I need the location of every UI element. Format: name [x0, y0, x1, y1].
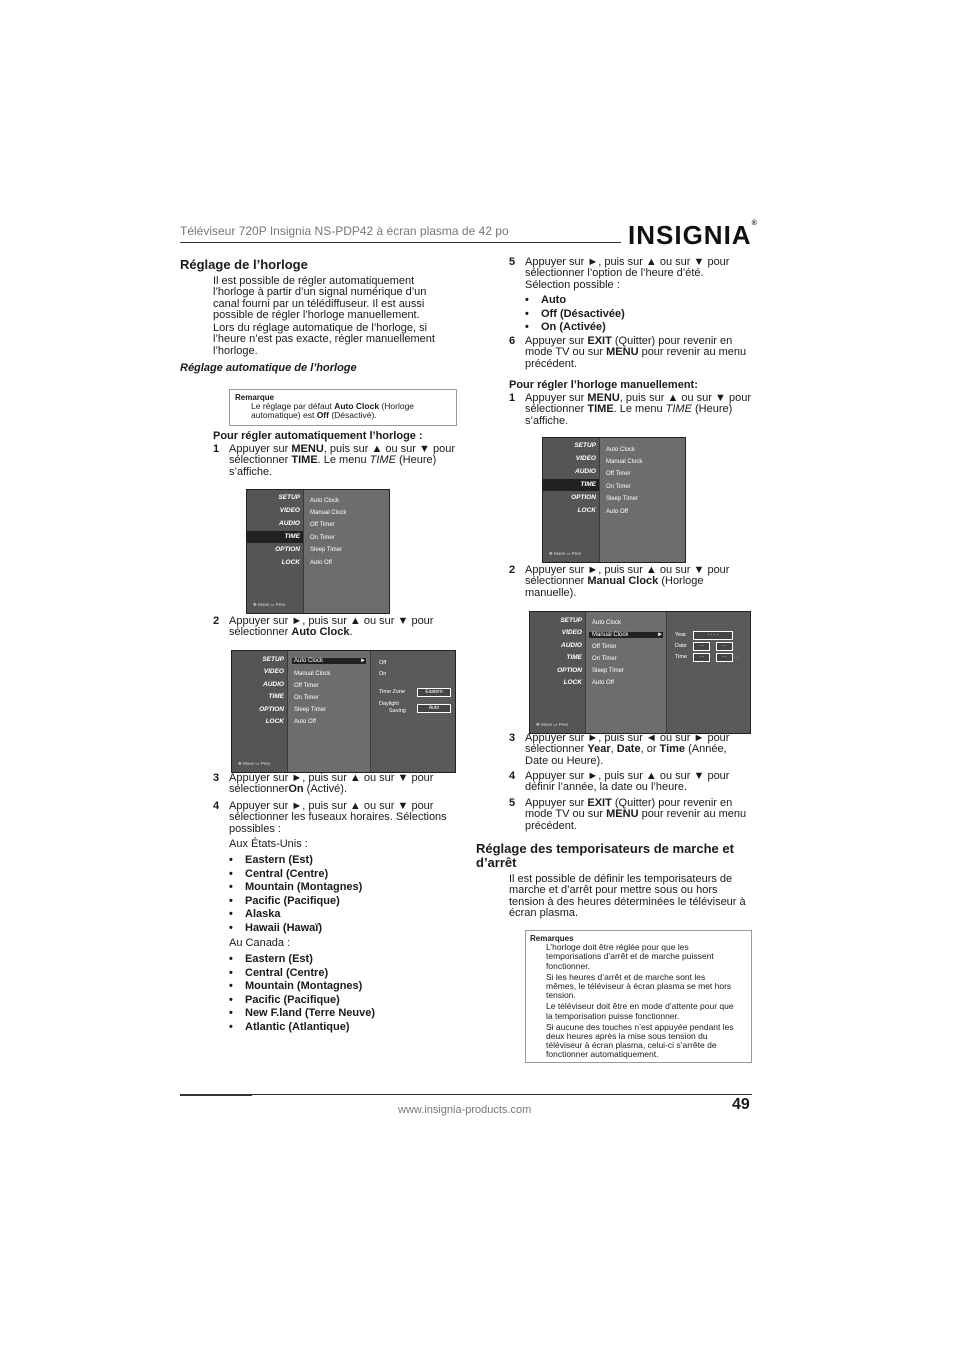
- list-item: • New F.land (Terre Neuve): [229, 1007, 375, 1021]
- section-title-clock: Réglage de l’horloge: [180, 257, 308, 272]
- step-5-manual: 5 Appuyer sur EXIT (Quitter) pour revenir en mode TV ou sur MENU pour revenir au menu précédent.: [509, 797, 747, 832]
- list-item: • On (Activée): [525, 321, 625, 335]
- list-item: • Pacific (Pacifique): [229, 895, 362, 909]
- osd-manual-clock-menu: SETUP VIDEO AUDIO TIME OPTION LOCK ✥ Move ▭ Prev Auto Clock Manual Clock ► Off Timer On Timer Sleep Timer Auto Off Year - - - - Date - - - - Time - - - - . .: [529, 611, 751, 734]
- list-item: • Pacific (Pacifique): [229, 994, 375, 1008]
- step-2-auto: 2 Appuyer sur ►, puis sur ▲ ou sur ▼ pour sélectionner Auto Clock.: [213, 615, 434, 639]
- intro-paragraph-2: Lors du réglage automatique de l’horloge, si l’heure n’est pas exacte, régler manuellement l’horloge.: [213, 322, 435, 357]
- osd-auto-clock-menu: SETUP VIDEO AUDIO TIME OPTION LOCK ✥ Move ▭ Prev Auto Clock ► Manual Clock Off Timer On Timer Sleep Timer Auto Off Off On Time Zone Eastern Daylight Saving Auto: [231, 650, 456, 773]
- list-item: • Hawaii (Hawaï): [229, 922, 362, 936]
- notes-box: Remarques L’horloge doit être réglée pour que les temporisations d’arrêt et de marche puissent fonctionner. Si les heures d’arrêt et de marche sont les mêmes, le téléviseur à écran plasma se met hors tension. Le téléviseur doit être en mode d’attente pour que la temporisation puisse fonctionner. Si aucune des touches n’est appuyée pendant les deux heures après la mise sous tension du téléviseur à écran plasma, celui-ci s’arrête de fonctionner automatiquement.: [525, 930, 752, 1063]
- running-header: Téléviseur 720P Insignia NS-PDP42 à écran plasma de 42 po: [180, 224, 509, 238]
- list-item: • Eastern (Est): [229, 854, 362, 868]
- list-item: • Atlantic (Atlantique): [229, 1021, 375, 1035]
- footer-rule: [252, 1094, 752, 1095]
- us-timezones-list: [229, 854, 362, 936]
- subsection-auto-clock: Réglage automatique de l’horloge: [180, 362, 357, 374]
- list-item: • Eastern (Est): [229, 953, 375, 967]
- list-item: • Mountain (Montagnes): [229, 881, 362, 895]
- step-1-auto: 1 Appuyer sur MENU, puis sur ▲ ou sur ▼ pour sélectionner TIME. Le menu TIME (Heure) s’affiche.: [213, 443, 455, 478]
- list-item: • Alaska: [229, 908, 362, 922]
- procedure-title-manual: Pour régler l’horloge manuellement:: [509, 379, 698, 391]
- step-6-auto: 6 Appuyer sur EXIT (Quitter) pour revenir en mode TV ou sur MENU pour revenir au menu précédent.: [509, 335, 747, 370]
- canada-timezones-list: [229, 953, 375, 1035]
- procedure-title-auto: Pour régler automatiquement l’horloge :: [213, 430, 423, 442]
- osd-time-menu-manual: SETUP VIDEO AUDIO TIME OPTION LOCK ✥ Move ▭ Prev Auto Clock Manual Clock Off Timer On Timer Sleep Timer Auto Off: [542, 437, 686, 563]
- list-item: • Central (Centre): [229, 868, 362, 882]
- intro-paragraph-1: Il est possible de régler automatiquement l’horloge à partir d’un signal numérique d’un canal fourni par un télédiffuseur. Il est aussi possible de régler l’horloge manuellement.: [213, 275, 427, 321]
- list-item: • Auto: [525, 294, 625, 308]
- footer-rule-accent: [180, 1094, 252, 1096]
- step-2-manual: 2 Appuyer sur ►, puis sur ▲ ou sur ▼ pour sélectionner Manual Clock (Horloge manuelle).: [509, 564, 730, 599]
- step-3-auto: 3 Appuyer sur ►, puis sur ▲ ou sur ▼ pour sélectionnerOn (Activé).: [213, 772, 434, 796]
- note-box: Remarque Le réglage par défaut Auto Clock (Horloge automatique) est Off (Désactivé).: [229, 389, 457, 426]
- list-item: • Central (Centre): [229, 967, 375, 981]
- osd-time-menu: SETUP VIDEO AUDIO TIME OPTION LOCK ✥ Move ▭ Prev Auto Clock Manual Clock Off Timer On Timer Sleep Timer Auto Off: [246, 489, 390, 614]
- step-4-auto: 4 Appuyer sur ►, puis sur ▲ ou sur ▼ pour sélectionner les fuseaux horaires. Sélections possibles :: [213, 800, 447, 835]
- step-4-manual: 4 Appuyer sur ►, puis sur ▲ ou sur ▼ pour définir l’année, la date ou l’heure.: [509, 770, 730, 794]
- canada-label: Au Canada :: [229, 937, 291, 949]
- page-number: 49: [732, 1096, 750, 1113]
- timers-intro: Il est possible de définir les temporisateurs de marche et d’arrêt pour mettre sous ou hors tension à des heures déterminées le téléviseur à écran plasma.: [509, 873, 746, 919]
- step-5-auto: 5 Appuyer sur ►, puis sur ▲ ou sur ▼ pour sélectionner l’option de l’heure d’été. Sélection possible :: [509, 256, 730, 291]
- dst-options-list: [525, 294, 625, 335]
- list-item: • Off (Désactivée): [525, 308, 625, 322]
- step-3-manual: 3 Appuyer sur ►, puis sur ◄ ou sur ► pour sélectionner Year, Date, or Time (Année, Date ou Heure).: [509, 732, 730, 767]
- header-rule: [180, 242, 621, 243]
- us-label: Aux États-Unis :: [229, 838, 308, 850]
- section-title-timers: Réglage des temporisateurs de marche et d’arrêt: [476, 841, 734, 870]
- insignia-logo: INSIGNIA®: [628, 220, 758, 250]
- footer-url: www.insignia-products.com: [398, 1104, 532, 1116]
- list-item: • Mountain (Montagnes): [229, 980, 375, 994]
- step-1-manual: 1 Appuyer sur MENU, puis sur ▲ ou sur ▼ pour sélectionner TIME. Le menu TIME (Heure) s’affiche.: [509, 392, 751, 427]
